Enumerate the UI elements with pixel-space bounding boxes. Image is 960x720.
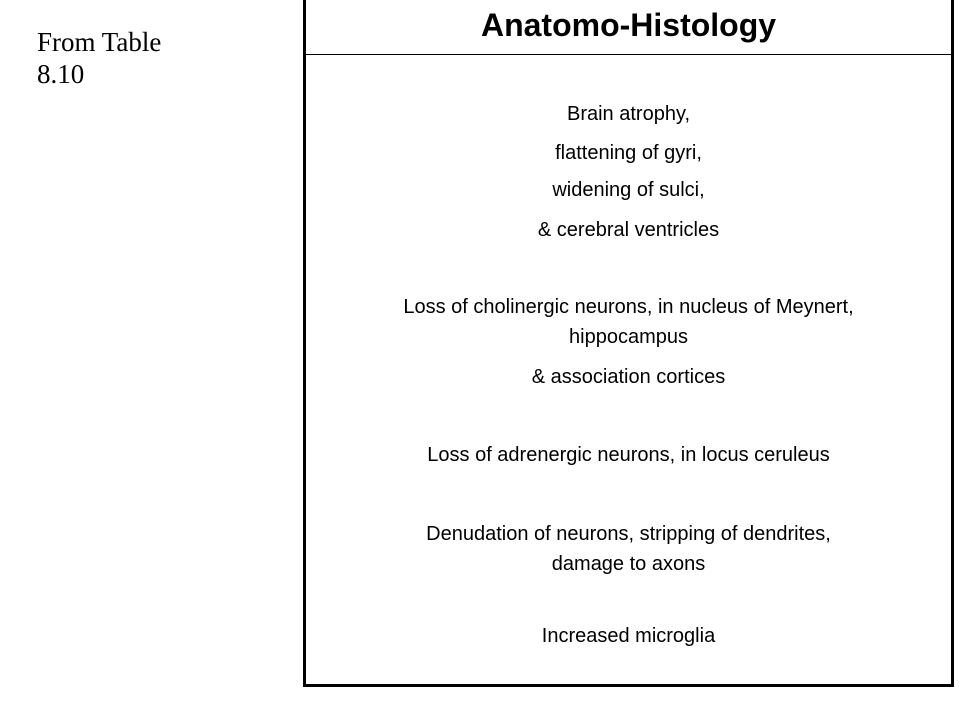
table-line: & cerebral ventricles [537,219,720,241]
table-line: Loss of adrenergic neurons, in locus ceruleus [427,444,830,466]
side-label-line-1: From Table [37,27,162,57]
table-title: Anatomo-Histology [480,6,777,43]
table-line: Brain atrophy, [566,103,691,125]
table-line: Loss of cholinergic neurons, in nucleus of Meynert, [403,296,854,318]
table-header [306,0,951,55]
table-line: Denudation of neurons, stripping of dendrites, [426,523,831,545]
side-label-line-2: 8.10 [37,59,85,89]
table-line: Increased microglia [541,625,716,647]
table-line: hippocampus [569,326,688,348]
side-label [37,26,161,90]
table-line: & association cortices [531,366,726,388]
table-line: widening of sulci, [552,179,705,201]
table-line: flattening of gyri, [555,142,702,164]
table-line: damage to axons [551,553,706,575]
histology-table [303,0,954,687]
